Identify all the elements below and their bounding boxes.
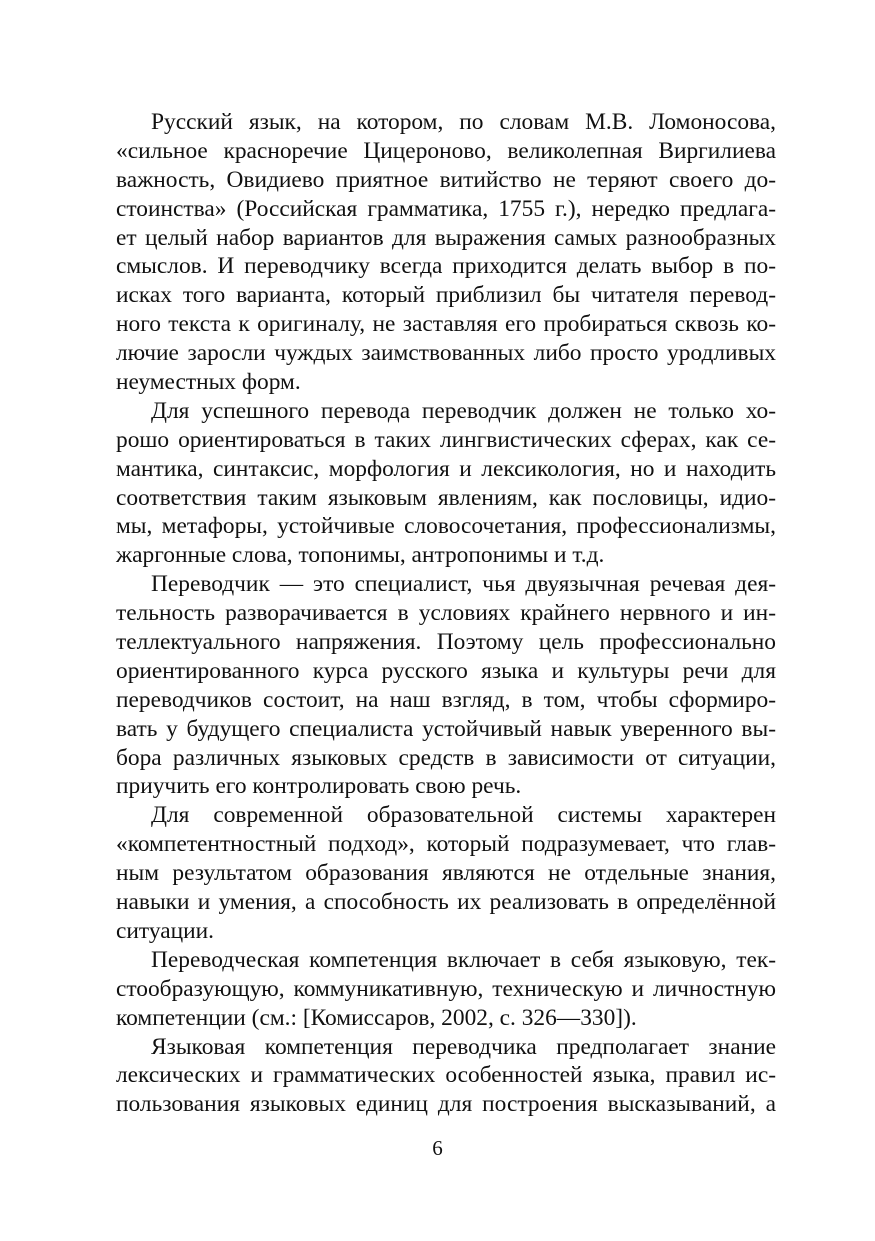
- text-line: переводчиков состоит, на наш взгляд, в том, чтобы сформиро-: [116, 686, 776, 713]
- text-line: Переводчик — это специалист, чья двуязычная речевая дея-: [151, 571, 776, 598]
- paragraph: [116, 801, 776, 945]
- text-line: соответствия таким языковым явлениям, как пословицы, идио-: [116, 484, 776, 511]
- body-text: [116, 108, 776, 1119]
- text-line: смыслов. И переводчику всегда приходится делать выбор в по-: [116, 253, 776, 280]
- page-number: 6: [432, 1136, 443, 1160]
- text-line: лексических и грамматических особенностей языка, правил ис-: [116, 1062, 776, 1089]
- text-line: рошо ориентироваться в таких лингвистических сферах, как се-: [116, 426, 776, 453]
- text-line: стообразующую, коммуникативную, техническую и личностную: [116, 975, 776, 1002]
- text-line: Русский язык, на котором, по словам М.В. Ломоносова,: [151, 109, 776, 135]
- text-line: Для успешного перевода переводчик должен не только хо-: [151, 397, 776, 424]
- text-line: пользования языковых единиц для построения высказываний, а: [116, 1091, 776, 1118]
- paragraph: [116, 397, 776, 570]
- text-line: «компетентностный подход», который подразумевает, что глав-: [116, 831, 776, 858]
- text-line: «сильное красноречие Цицероново, великолепная Виргилиева: [116, 137, 776, 164]
- text-line: Переводческая компетенция включает в себя языковую, тек-: [151, 946, 776, 973]
- text-line: компетенции (см.: [Комиссаров, 2002, с. 326—330]).: [116, 1004, 637, 1031]
- text-line: навыки и умения, а способность их реализовать в определённой: [116, 889, 776, 916]
- text-line: мантика, синтаксис, морфология и лексикология, но и находить: [116, 455, 776, 482]
- text-line: неуместных форм.: [116, 369, 301, 396]
- paragraph: [116, 108, 776, 397]
- text-line: вать у будущего специалиста устойчивый навык уверенного вы-: [116, 715, 776, 742]
- text-line: лючие заросли чуждых заимствованных либо просто уродливых: [116, 340, 776, 367]
- paragraph: [116, 570, 776, 801]
- text-line: Для современной образовательной системы характерен: [151, 802, 776, 829]
- text-line: стоинства» (Российская грамматика, 1755 г.), нередко предлага-: [116, 195, 776, 222]
- text-line: важность, Овидиево приятное витийство не теряют своего до-: [116, 166, 776, 193]
- text-line: ным результатом образования являются не отдельные знания,: [116, 860, 776, 887]
- text-line: ситуации.: [116, 917, 214, 944]
- paragraph: [116, 1033, 776, 1120]
- text-line: теллектуального напряжения. Поэтому цель профессионально: [116, 629, 776, 656]
- text-line: тельность разворачивается в условиях крайнего нервного и ин-: [116, 600, 776, 627]
- text-line: жаргонные слова, топонимы, антропонимы и т.д.: [116, 542, 605, 569]
- text-line: ного текста к оригиналу, не заставляя его пробираться сквозь ко-: [116, 311, 776, 338]
- text-line: бора различных языковых средств в зависимости от ситуации,: [116, 744, 776, 771]
- text-line: приучить его контролировать свою речь.: [116, 773, 522, 800]
- text-line: исках того варианта, который приблизил бы читателя перевод-: [116, 282, 776, 309]
- paragraph: [116, 946, 776, 1033]
- text-line: мы, метафоры, устойчивые словосочетания, профессионализмы,: [116, 513, 776, 540]
- text-line: Языковая компетенция переводчика предполагает знание: [151, 1033, 776, 1060]
- text-line: ориентированного курса русского языка и культуры речи для: [116, 657, 776, 684]
- text-line: ет целый набор вариантов для выражения самых разнообразных: [116, 224, 776, 251]
